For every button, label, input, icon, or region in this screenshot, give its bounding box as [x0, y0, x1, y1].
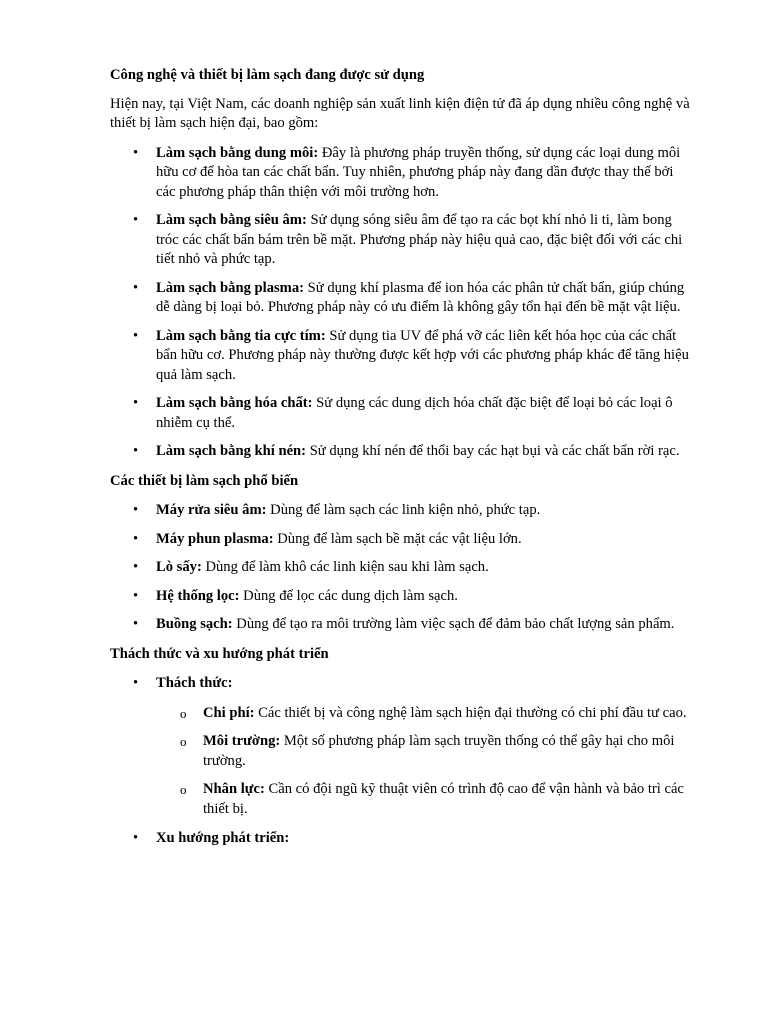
item-text: Sử dụng tia UV để phá vỡ các liên kết hóa học của các chất bẩn hữu cơ. Phương pháp này thường được kết hợp với các phương pháp khác để tăng hiệu quả làm sạch.: [156, 327, 689, 383]
list-item: [110, 615, 695, 635]
item-text: Một số phương pháp làm sạch truyền thống có thể gây hại cho môi trường.: [203, 733, 675, 769]
list-item: [110, 558, 695, 578]
bullet-glyph: •: [133, 675, 139, 691]
sub-list-item: [110, 732, 695, 771]
item-label: Làm sạch bằng tia cực tím:: [156, 327, 326, 344]
sub-bullet-glyph: o: [180, 705, 187, 721]
bullet-glyph: •: [133, 530, 139, 547]
item-label: Hệ thống lọc:: [156, 587, 240, 604]
item-label: Xu hướng phát triển:: [156, 830, 290, 846]
bullet-glyph: •: [133, 212, 139, 228]
item-text: Sử dụng sóng siêu âm để tạo ra các bọt khí nhỏ li ti, làm bong tróc các chất bẩn bám trên bề mặt. Phương pháp này hiệu quả cao, đặc biệt đối với các chi tiết nhỏ và phức tạp.: [156, 212, 683, 267]
bullet-glyph: •: [133, 559, 139, 575]
challenges-sub-list: [110, 704, 695, 820]
item-label: Làm sạch bằng khí nén:: [156, 443, 307, 459]
list-item: [110, 501, 695, 521]
bullet-glyph: •: [133, 616, 139, 632]
list-item: [110, 279, 695, 318]
item-text: Dùng để làm sạch các linh kiện nhỏ, phức tạp.: [266, 502, 541, 518]
item-label: Lò sấy:: [156, 559, 202, 575]
list-item: [110, 394, 695, 433]
sub-list-item: [110, 780, 695, 819]
trends-list: [110, 829, 695, 849]
item-label: Làm sạch bằng hóa chất:: [156, 395, 313, 411]
bullet-glyph: •: [133, 502, 139, 518]
item-label: Máy rửa siêu âm:: [156, 502, 267, 518]
list-item-trends: [110, 829, 695, 849]
item-label: Làm sạch bằng plasma:: [156, 279, 304, 296]
bullet-glyph: •: [133, 443, 139, 459]
section-heading-tech: Công nghệ và thiết bị làm sạch đang được sử dụng: [110, 67, 425, 83]
section-heading-challenges: Thách thức và xu hướng phát triển: [110, 645, 329, 662]
list-item: [110, 587, 695, 607]
item-label: Làm sạch bằng dung môi:: [156, 144, 319, 161]
item-text: Dùng để làm sạch bề mặt các vật liệu lớn.: [273, 530, 522, 547]
list-item: [110, 211, 695, 270]
document-page: [110, 66, 695, 849]
item-text: Sử dụng các dung dịch hóa chất đặc biệt để loại bỏ các loại ô nhiễm cụ thể.: [156, 395, 673, 431]
list-item: [110, 144, 695, 203]
item-text: Các thiết bị và công nghệ làm sạch hiện đại thường có chi phí đầu tư cao.: [254, 704, 687, 721]
list-item-challenges: [110, 674, 695, 694]
bullet-glyph: •: [133, 830, 139, 846]
list-item: [110, 530, 695, 550]
list-item: [110, 327, 695, 386]
bullet-glyph: •: [133, 395, 139, 411]
item-text: Cần có đội ngũ kỹ thuật viên có trình độ cao để vận hành và bảo trì các thiết bị.: [203, 781, 684, 817]
item-label: Thách thức:: [156, 675, 233, 691]
item-label: Buồng sạch:: [156, 616, 233, 632]
bullet-glyph: •: [133, 279, 139, 296]
item-label: Nhân lực:: [203, 781, 265, 797]
bullet-glyph: •: [133, 144, 139, 161]
item-text: Dùng để tạo ra môi trường làm việc sạch để đảm bảo chất lượng sản phẩm.: [232, 616, 675, 632]
sub-bullet-glyph: o: [180, 734, 187, 749]
item-label: Chi phí:: [203, 704, 255, 721]
devices-list: [110, 501, 695, 635]
item-label: Làm sạch bằng siêu âm:: [156, 212, 307, 228]
item-text: Dùng để lọc các dung dịch làm sạch.: [239, 587, 458, 604]
challenges-list: [110, 674, 695, 694]
item-text: Đây là phương pháp truyền thống, sử dụng các loại dung môi hữu cơ để hòa tan các chất bẩn. Tuy nhiên, phương pháp này đang dần được thay thế bởi các phương pháp thân thiện với môi trường hơn.: [156, 144, 681, 200]
bullet-glyph: •: [133, 327, 139, 344]
item-text: Sử dụng khí plasma để ion hóa các phân tử chất bẩn, giúp chúng dễ dàng bị loại bỏ. Phương pháp này có ưu điểm là không gây tổn hại đến bề mặt vật liệu.: [156, 279, 685, 315]
bullet-glyph: •: [133, 587, 139, 604]
sub-list-item: [110, 704, 695, 724]
item-text: Dùng để làm khô các linh kiện sau khi làm sạch.: [201, 559, 489, 575]
item-label: Môi trường:: [203, 733, 281, 749]
section-heading-devices: Các thiết bị làm sạch phổ biến: [110, 472, 299, 489]
sub-bullet-glyph: o: [180, 782, 187, 797]
list-item: [110, 442, 695, 462]
item-text: Sử dụng khí nén để thổi bay các hạt bụi và các chất bẩn rời rạc.: [306, 443, 680, 459]
intro-paragraph: Hiện nay, tại Việt Nam, các doanh nghiệp sản xuất linh kiện điện tử đã áp dụng nhiều công nghệ và thiết bị làm sạch hiện đại, bao gồm:: [110, 95, 690, 131]
item-label: Máy phun plasma:: [156, 530, 274, 547]
tech-list: [110, 144, 695, 462]
